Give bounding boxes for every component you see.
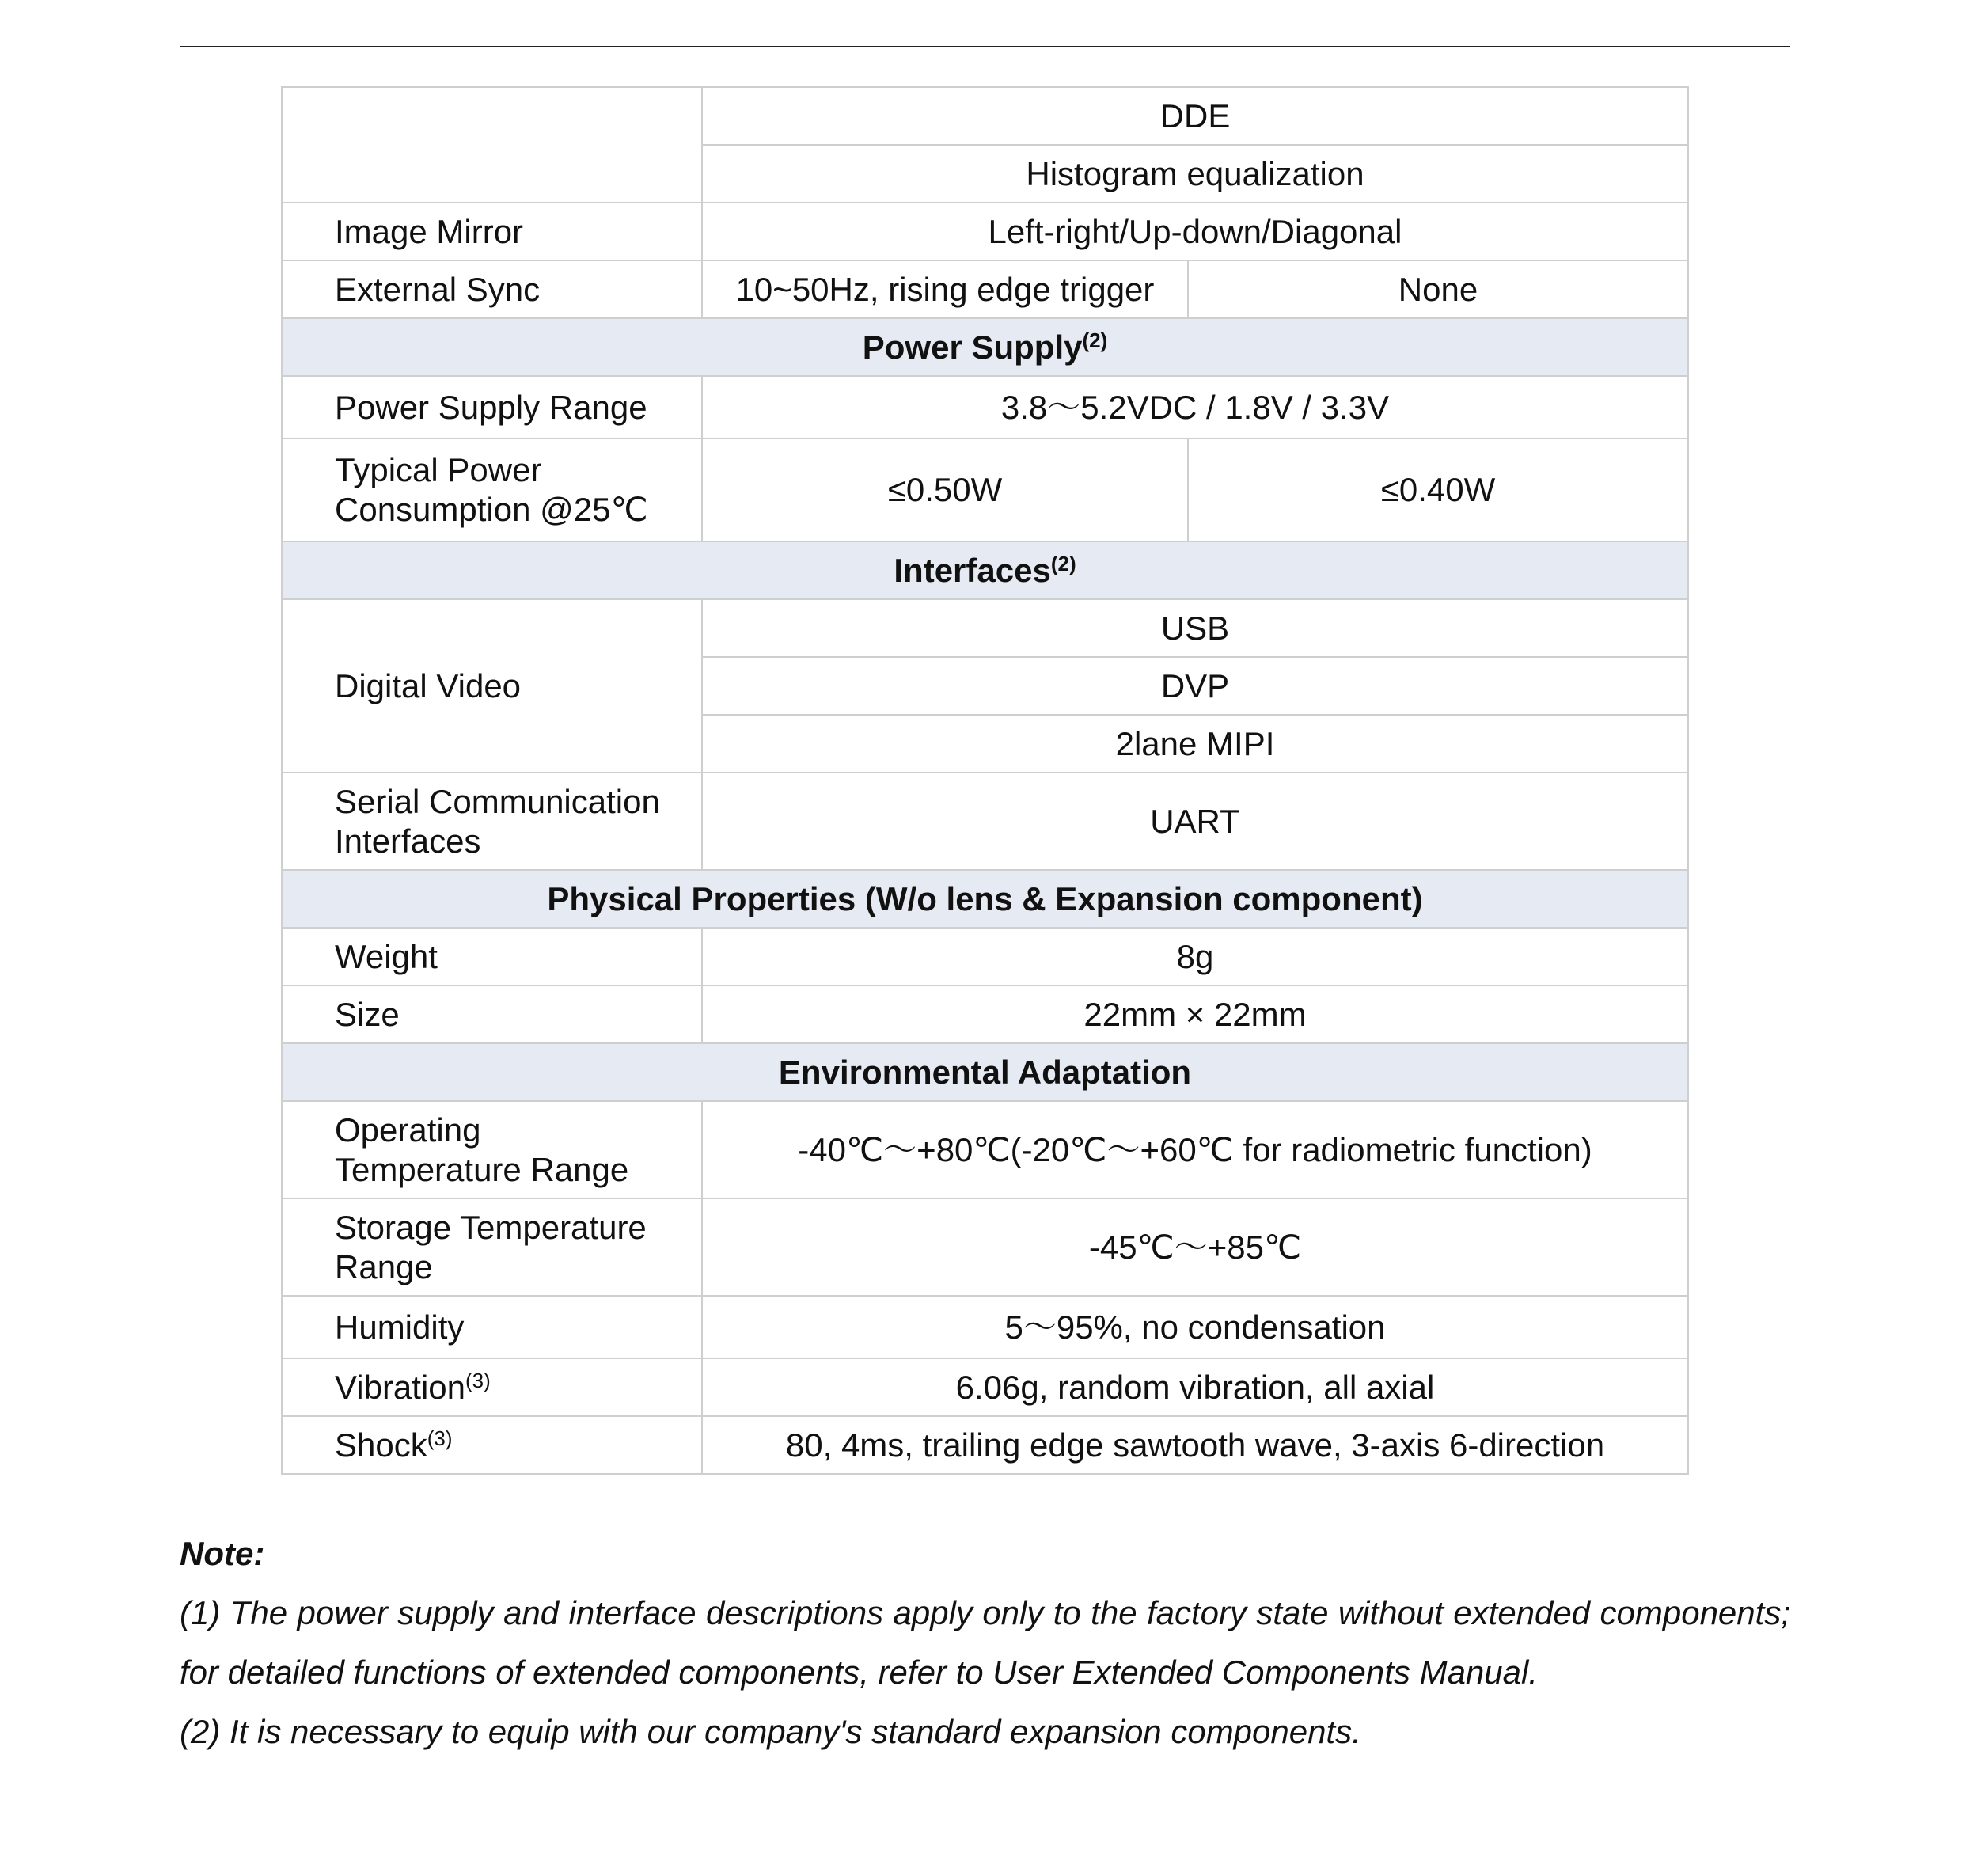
section-header — [282, 541, 1688, 599]
section-header: Environmental Adaptation — [282, 1043, 1688, 1101]
table-row — [282, 599, 1688, 657]
footnote-mark: (3) — [427, 1426, 453, 1450]
table-row — [282, 376, 1688, 439]
row-label-line: Serial Communication — [335, 782, 660, 820]
empty-label-cell — [282, 87, 702, 203]
table-cell: 8g — [702, 928, 1688, 985]
table-cell: DVP — [702, 657, 1688, 715]
notes-section — [180, 1524, 1790, 1761]
row-label: Weight — [282, 928, 702, 985]
row-label-line: Operating — [335, 1111, 481, 1149]
row-label — [282, 1358, 702, 1416]
row-label: Digital Video — [282, 599, 702, 773]
row-label — [282, 1101, 702, 1198]
table-row — [282, 1198, 1688, 1296]
table-cell: Left-right/Up-down/Diagonal — [702, 203, 1688, 260]
notes-title: Note: — [180, 1535, 265, 1572]
table-row — [282, 260, 1688, 318]
section-title: Interfaces — [894, 551, 1051, 589]
row-label: Power Supply Range — [282, 376, 702, 439]
row-label-text: Shock — [335, 1426, 427, 1464]
row-label — [282, 1198, 702, 1296]
row-label: Humidity — [282, 1296, 702, 1358]
row-label: Image Mirror — [282, 203, 702, 260]
table-row — [282, 87, 1688, 145]
table-cell: ≤0.40W — [1188, 439, 1688, 541]
row-label — [282, 773, 702, 870]
section-header-row — [282, 1043, 1688, 1101]
top-rule — [180, 46, 1790, 47]
table-row — [282, 203, 1688, 260]
table-cell: 80, 4ms, trailing edge sawtooth wave, 3-axis 6-direction — [702, 1416, 1688, 1474]
section-header-row — [282, 318, 1688, 376]
table-cell: 2lane MIPI — [702, 715, 1688, 773]
footnote-mark: (2) — [1082, 328, 1108, 352]
row-label: External Sync — [282, 260, 702, 318]
row-label-line: Temperature Range — [335, 1150, 629, 1188]
row-label — [282, 1416, 702, 1474]
table-cell: UART — [702, 773, 1688, 870]
table-cell: -45℃～+85℃ — [702, 1198, 1688, 1296]
row-label-text: Vibration — [335, 1368, 466, 1406]
table-cell: USB — [702, 599, 1688, 657]
section-header — [282, 318, 1688, 376]
table-row — [282, 773, 1688, 870]
section-title: Power Supply — [862, 328, 1083, 366]
footnote-mark: (3) — [465, 1368, 491, 1392]
section-header-row — [282, 541, 1688, 599]
spec-table — [281, 86, 1689, 1475]
row-label-line: Range — [335, 1248, 433, 1285]
table-cell: -40℃～+80℃(-20℃～+60℃ for radiometric function) — [702, 1101, 1688, 1198]
table-cell: ≤0.50W — [702, 439, 1188, 541]
row-label — [282, 439, 702, 541]
note-item: (1) The power supply and interface descriptions apply only to the factory state without extended components; for detailed functions of extended components, refer to User Extended Components Manual. — [180, 1594, 1790, 1691]
section-header: Physical Properties (W/o lens & Expansion component) — [282, 870, 1688, 928]
table-row — [282, 1358, 1688, 1416]
table-row — [282, 1101, 1688, 1198]
table-row — [282, 1296, 1688, 1358]
table-cell: 10~50Hz, rising edge trigger — [702, 260, 1188, 318]
table-cell: 22mm × 22mm — [702, 985, 1688, 1043]
table-cell: None — [1188, 260, 1688, 318]
table-cell: 3.8～5.2VDC / 1.8V / 3.3V — [702, 376, 1688, 439]
footnote-mark: (2) — [1050, 551, 1076, 575]
row-label-line: Consumption @25℃ — [335, 491, 648, 528]
note-item: (2) It is necessary to equip with our company's standard expansion components. — [180, 1713, 1361, 1750]
table-cell: 5～95%, no condensation — [702, 1296, 1688, 1358]
table-row — [282, 439, 1688, 541]
row-label-line: Interfaces — [335, 822, 481, 860]
table-row — [282, 928, 1688, 985]
section-header-row — [282, 870, 1688, 928]
table-cell: DDE — [702, 87, 1688, 145]
table-cell: 6.06g, random vibration, all axial — [702, 1358, 1688, 1416]
table-row — [282, 1416, 1688, 1474]
row-label-line: Storage Temperature — [335, 1208, 647, 1246]
table-cell: Histogram equalization — [702, 145, 1688, 203]
table-row — [282, 985, 1688, 1043]
row-label-line: Typical Power — [335, 451, 542, 488]
row-label: Size — [282, 985, 702, 1043]
